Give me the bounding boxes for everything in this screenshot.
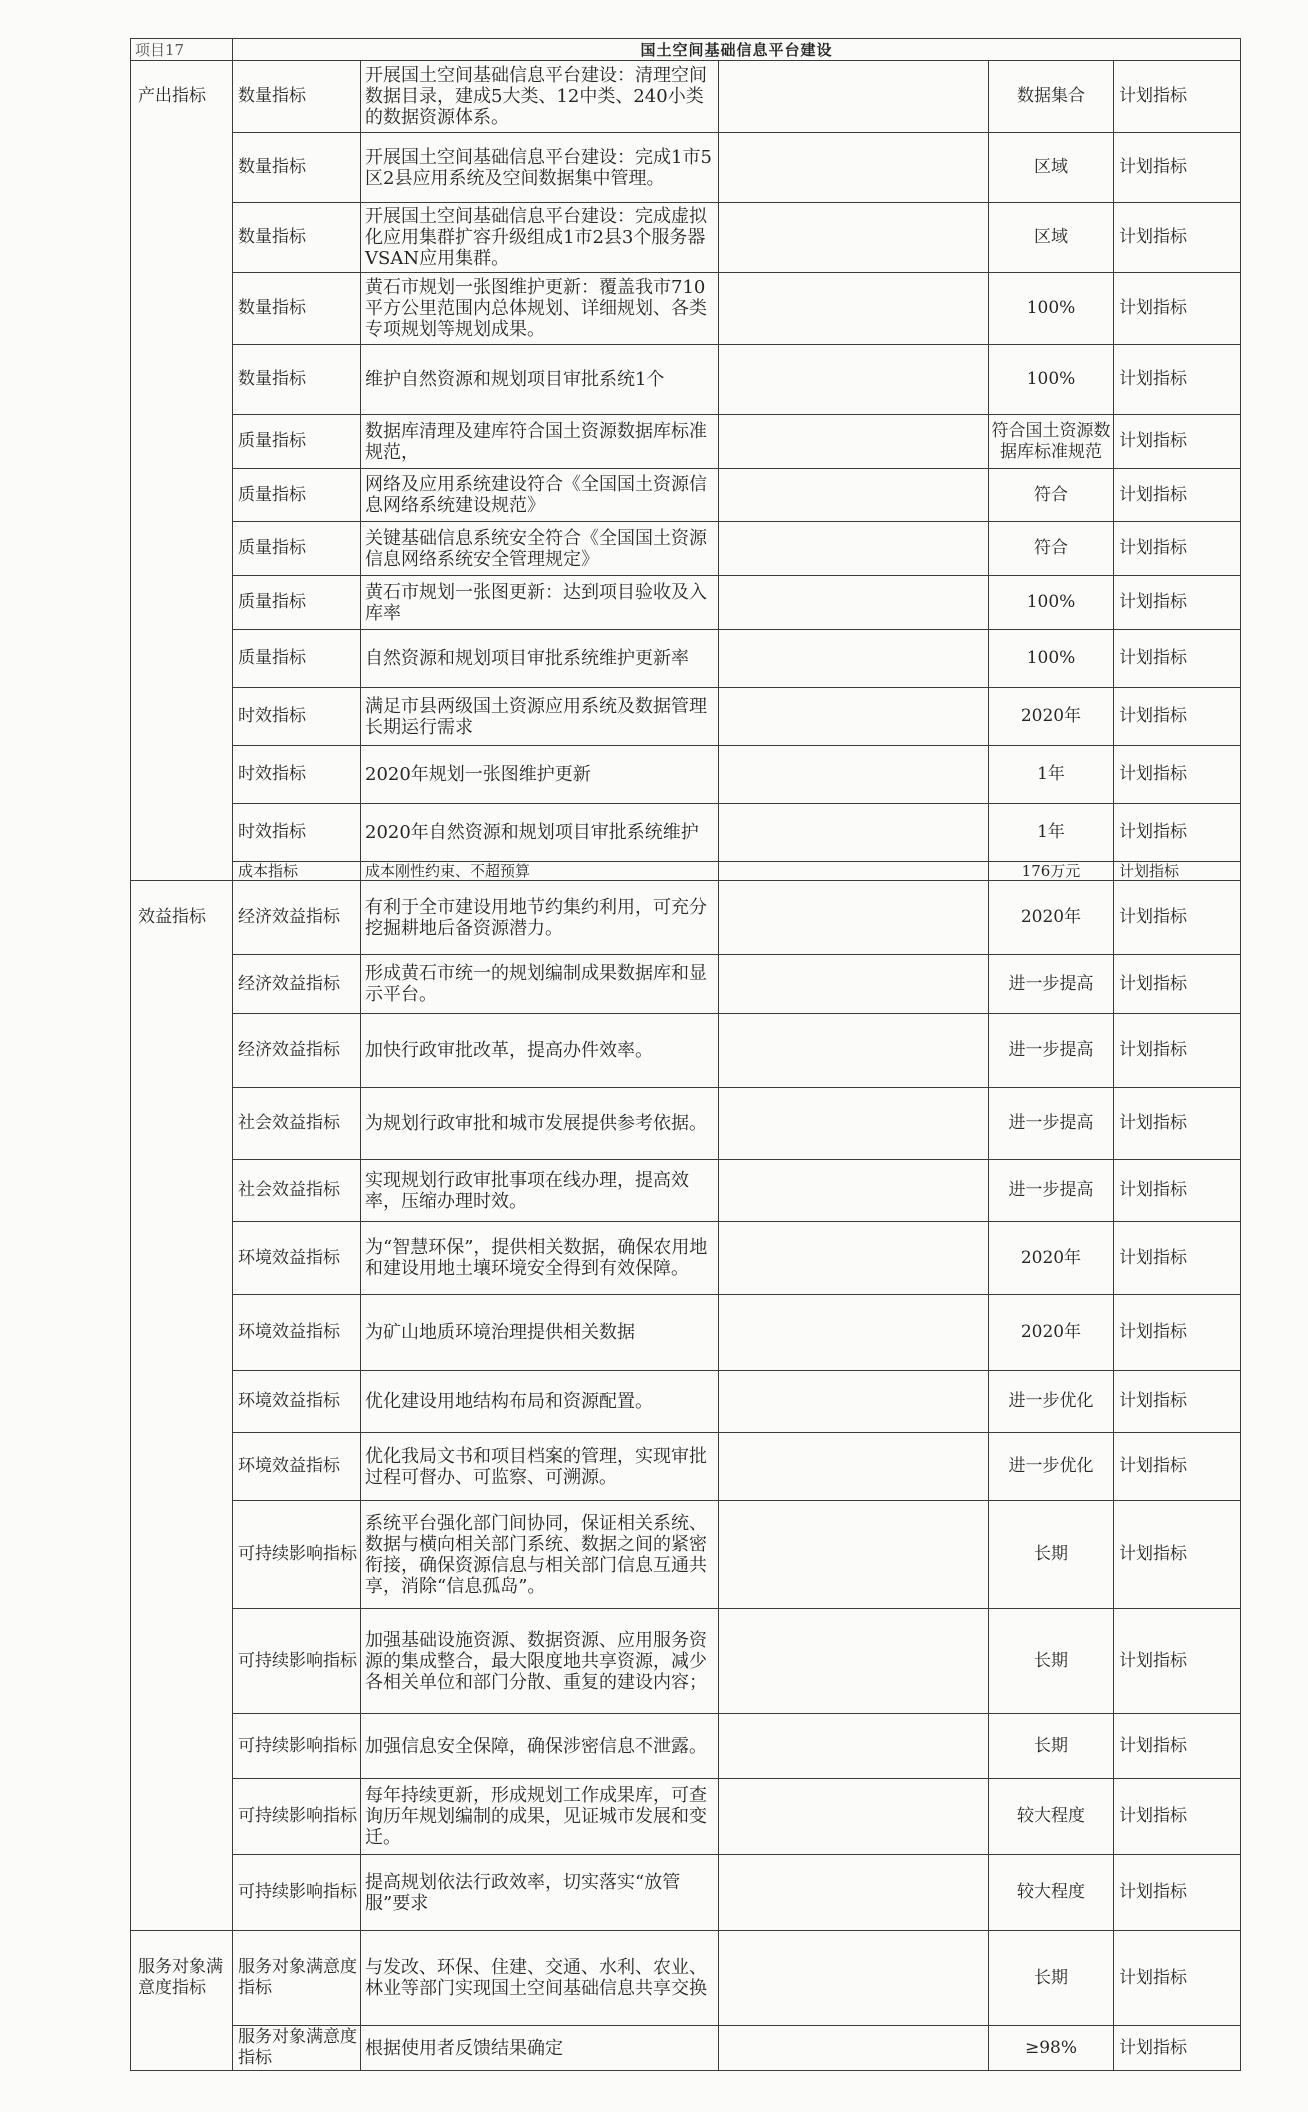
indicator-cell: 数量指标 (233, 133, 361, 203)
project-title: 国土空间基础信息平台建设 (233, 39, 1241, 61)
category-cell (131, 746, 233, 804)
indicator-cell: 经济效益指标 (233, 1014, 361, 1088)
table-row (131, 1295, 1241, 1371)
type-cell: 计划指标 (1114, 1160, 1241, 1222)
blank-cell (719, 469, 989, 522)
value-cell: 进一步提高 (989, 1160, 1114, 1222)
content-cell: 开展国土空间基础信息平台建设：完成虚拟化应用集群扩容升级组成1市2县3个服务器VSAN应用集群。 (361, 203, 719, 273)
content-cell: 每年持续更新，形成规划工作成果库，可查询历年规划编制的成果，见证城市发展和变迁。 (361, 1779, 719, 1855)
value-cell: 100% (989, 273, 1114, 345)
table-row (131, 2026, 1241, 2071)
indicator-cell: 可持续影响指标 (233, 1779, 361, 1855)
blank-cell (719, 630, 989, 688)
blank-cell (719, 273, 989, 345)
type-cell: 计划指标 (1114, 1501, 1241, 1609)
value-cell: 100% (989, 630, 1114, 688)
value-cell: 2020年 (989, 1222, 1114, 1295)
indicator-cell: 时效指标 (233, 804, 361, 862)
type-cell: 计划指标 (1114, 576, 1241, 630)
table-row (131, 881, 1241, 955)
table-row (131, 746, 1241, 804)
blank-cell (719, 1714, 989, 1779)
blank-cell (719, 746, 989, 804)
table-row (131, 688, 1241, 746)
blank-cell (719, 881, 989, 955)
category-cell (131, 688, 233, 746)
value-cell: ≥98% (989, 2026, 1114, 2071)
content-cell: 优化建设用地结构布局和资源配置。 (361, 1371, 719, 1433)
blank-cell (719, 1295, 989, 1371)
type-cell: 计划指标 (1114, 1609, 1241, 1714)
blank-cell (719, 1088, 989, 1160)
table-row (131, 133, 1241, 203)
value-cell: 长期 (989, 1501, 1114, 1609)
blank-cell (719, 1931, 989, 2026)
value-cell: 100% (989, 345, 1114, 415)
blank-cell (719, 1160, 989, 1222)
type-cell: 计划指标 (1114, 630, 1241, 688)
blank-cell (719, 804, 989, 862)
type-cell: 计划指标 (1114, 1222, 1241, 1295)
content-cell: 黄石市规划一张图更新：达到项目验收及入库率 (361, 576, 719, 630)
content-cell: 成本刚性约束、不超预算 (361, 862, 719, 881)
blank-cell (719, 862, 989, 881)
indicator-cell: 社会效益指标 (233, 1160, 361, 1222)
blank-cell (719, 1222, 989, 1295)
content-cell: 有利于全市建设用地节约集约利用，可充分挖掘耕地后备资源潜力。 (361, 881, 719, 955)
table-row (131, 1714, 1241, 1779)
table-row (131, 955, 1241, 1014)
category-cell (131, 1088, 233, 1160)
content-cell: 为矿山地质环境治理提供相关数据 (361, 1295, 719, 1371)
content-cell: 维护自然资源和规划项目审批系统1个 (361, 345, 719, 415)
value-cell: 进一步优化 (989, 1371, 1114, 1433)
value-cell: 2020年 (989, 1295, 1114, 1371)
indicator-cell: 服务对象满意度指标 (233, 1931, 361, 2026)
type-cell: 计划指标 (1114, 61, 1241, 133)
type-cell: 计划指标 (1114, 1714, 1241, 1779)
blank-cell (719, 133, 989, 203)
blank-cell (719, 688, 989, 746)
table-row (131, 469, 1241, 522)
type-cell: 计划指标 (1114, 1088, 1241, 1160)
content-cell: 优化我局文书和项目档案的管理，实现审批过程可督办、可监察、可溯源。 (361, 1433, 719, 1501)
indicator-cell: 数量指标 (233, 61, 361, 133)
category-cell (131, 1855, 233, 1931)
type-cell: 计划指标 (1114, 522, 1241, 576)
category-cell (131, 203, 233, 273)
blank-cell (719, 955, 989, 1014)
type-cell: 计划指标 (1114, 203, 1241, 273)
indicator-cell: 成本指标 (233, 862, 361, 881)
type-cell: 计划指标 (1114, 469, 1241, 522)
table-row (131, 1088, 1241, 1160)
type-cell: 计划指标 (1114, 2026, 1241, 2071)
value-cell: 2020年 (989, 881, 1114, 955)
indicator-cell: 环境效益指标 (233, 1371, 361, 1433)
table-row (131, 1014, 1241, 1088)
type-cell: 计划指标 (1114, 1931, 1241, 2026)
category-cell: 效益指标 (131, 881, 233, 955)
category-cell (131, 630, 233, 688)
blank-cell (719, 576, 989, 630)
table-row (131, 630, 1241, 688)
blank-cell (719, 203, 989, 273)
indicator-cell: 经济效益指标 (233, 955, 361, 1014)
value-cell: 数据集合 (989, 61, 1114, 133)
type-cell: 计划指标 (1114, 1371, 1241, 1433)
content-cell: 开展国土空间基础信息平台建设：完成1市5区2县应用系统及空间数据集中管理。 (361, 133, 719, 203)
content-cell: 与发改、环保、住建、交通、水利、农业、林业等部门实现国土空间基础信息共享交换 (361, 1931, 719, 2026)
content-cell: 加强基础设施资源、数据资源、应用服务资源的集成整合，最大限度地共享资源，减少各相关单位和部门分散、重复的建设内容； (361, 1609, 719, 1714)
indicator-cell: 可持续影响指标 (233, 1855, 361, 1931)
project-number: 项目17 (131, 39, 233, 61)
content-cell: 形成黄石市统一的规划编制成果数据库和显示平台。 (361, 955, 719, 1014)
table-row (131, 1855, 1241, 1931)
value-cell: 符合国土资源数据库标准规范 (989, 415, 1114, 469)
type-cell: 计划指标 (1114, 1295, 1241, 1371)
indicator-cell: 可持续影响指标 (233, 1714, 361, 1779)
content-cell: 数据库清理及建库符合国土资源数据库标准规范， (361, 415, 719, 469)
value-cell: 符合 (989, 522, 1114, 576)
category-cell (131, 522, 233, 576)
indicator-cell: 质量指标 (233, 469, 361, 522)
blank-cell (719, 2026, 989, 2071)
content-cell: 网络及应用系统建设符合《全国国土资源信息网络系统建设规范》 (361, 469, 719, 522)
value-cell: 进一步提高 (989, 955, 1114, 1014)
category-cell (131, 1609, 233, 1714)
table-row (131, 273, 1241, 345)
category-cell (131, 1714, 233, 1779)
category-cell (131, 2026, 233, 2071)
category-cell (131, 273, 233, 345)
value-cell: 长期 (989, 1714, 1114, 1779)
content-cell: 关键基础信息系统安全符合《全国国土资源信息网络系统安全管理规定》 (361, 522, 719, 576)
blank-cell (719, 522, 989, 576)
indicator-cell: 时效指标 (233, 688, 361, 746)
value-cell: 区域 (989, 203, 1114, 273)
blank-cell (719, 1501, 989, 1609)
indicator-cell: 数量指标 (233, 273, 361, 345)
content-cell: 加强信息安全保障，确保涉密信息不泄露。 (361, 1714, 719, 1779)
indicator-cell: 环境效益指标 (233, 1433, 361, 1501)
content-cell: 提高规划依法行政效率，切实落实“放管服”要求 (361, 1855, 719, 1931)
blank-cell (719, 415, 989, 469)
value-cell: 较大程度 (989, 1779, 1114, 1855)
indicator-cell: 时效指标 (233, 746, 361, 804)
blank-cell (719, 1433, 989, 1501)
table-row (131, 804, 1241, 862)
table-row (131, 576, 1241, 630)
table-row (131, 1779, 1241, 1855)
indicator-cell: 可持续影响指标 (233, 1501, 361, 1609)
blank-cell (719, 1371, 989, 1433)
content-cell: 为规划行政审批和城市发展提供参考依据。 (361, 1088, 719, 1160)
value-cell: 区域 (989, 133, 1114, 203)
table-row (131, 862, 1241, 881)
category-cell (131, 1779, 233, 1855)
type-cell: 计划指标 (1114, 881, 1241, 955)
category-cell (131, 1295, 233, 1371)
content-cell: 加快行政审批改革，提高办件效率。 (361, 1014, 719, 1088)
category-cell (131, 1014, 233, 1088)
content-cell: 实现规划行政审批事项在线办理，提高效率，压缩办理时效。 (361, 1160, 719, 1222)
content-cell: 开展国土空间基础信息平台建设：清理空间数据目录，建成5大类、12中类、240小类的数据资源体系。 (361, 61, 719, 133)
value-cell: 100% (989, 576, 1114, 630)
value-cell: 进一步提高 (989, 1014, 1114, 1088)
indicator-cell: 可持续影响指标 (233, 1609, 361, 1714)
indicator-cell: 质量指标 (233, 522, 361, 576)
type-cell: 计划指标 (1114, 415, 1241, 469)
blank-cell (719, 61, 989, 133)
category-cell (131, 133, 233, 203)
content-cell: 黄石市规划一张图维护更新：覆盖我市710平方公里范围内总体规划、详细规划、各类专项规划等规划成果。 (361, 273, 719, 345)
content-cell: 为“智慧环保”，提供相关数据，确保农用地和建设用地土壤环境安全得到有效保障。 (361, 1222, 719, 1295)
table-row (131, 1609, 1241, 1714)
value-cell: 较大程度 (989, 1855, 1114, 1931)
value-cell: 1年 (989, 804, 1114, 862)
value-cell: 长期 (989, 1931, 1114, 2026)
category-cell: 服务对象满意度指标 (131, 1931, 233, 2026)
category-cell (131, 1501, 233, 1609)
table-row (131, 415, 1241, 469)
indicator-cell: 社会效益指标 (233, 1088, 361, 1160)
type-cell: 计划指标 (1114, 688, 1241, 746)
table-row (131, 203, 1241, 273)
category-cell (131, 804, 233, 862)
blank-cell (719, 1779, 989, 1855)
indicator-table (130, 38, 1241, 2071)
indicator-cell: 环境效益指标 (233, 1222, 361, 1295)
header-row (131, 39, 1241, 61)
blank-cell (719, 345, 989, 415)
type-cell: 计划指标 (1114, 1855, 1241, 1931)
type-cell: 计划指标 (1114, 804, 1241, 862)
value-cell: 符合 (989, 469, 1114, 522)
category-cell (131, 576, 233, 630)
content-cell: 2020年自然资源和规划项目审批系统维护 (361, 804, 719, 862)
type-cell: 计划指标 (1114, 955, 1241, 1014)
table-row (131, 1433, 1241, 1501)
type-cell: 计划指标 (1114, 746, 1241, 804)
table-row (131, 522, 1241, 576)
value-cell: 176万元 (989, 862, 1114, 881)
category-cell: 产出指标 (131, 61, 233, 133)
category-cell (131, 415, 233, 469)
blank-cell (719, 1014, 989, 1088)
indicator-cell: 质量指标 (233, 576, 361, 630)
category-cell (131, 1222, 233, 1295)
category-cell (131, 862, 233, 881)
type-cell: 计划指标 (1114, 1779, 1241, 1855)
indicator-cell: 经济效益指标 (233, 881, 361, 955)
category-cell (131, 1433, 233, 1501)
value-cell: 1年 (989, 746, 1114, 804)
type-cell: 计划指标 (1114, 133, 1241, 203)
value-cell: 2020年 (989, 688, 1114, 746)
content-cell: 自然资源和规划项目审批系统维护更新率 (361, 630, 719, 688)
type-cell: 计划指标 (1114, 345, 1241, 415)
table-row (131, 1222, 1241, 1295)
content-cell: 系统平台强化部门间协同，保证相关系统、数据与横向相关部门系统、数据之间的紧密衔接，确保资源信息与相关部门信息互通共享，消除“信息孤岛”。 (361, 1501, 719, 1609)
value-cell: 长期 (989, 1609, 1114, 1714)
category-cell (131, 1160, 233, 1222)
category-cell (131, 955, 233, 1014)
table-row (131, 1371, 1241, 1433)
value-cell: 进一步优化 (989, 1433, 1114, 1501)
category-cell (131, 1371, 233, 1433)
type-cell: 计划指标 (1114, 1014, 1241, 1088)
indicator-cell: 服务对象满意度指标 (233, 2026, 361, 2071)
content-cell: 根据使用者反馈结果确定 (361, 2026, 719, 2071)
table-row (131, 1160, 1241, 1222)
indicator-cell: 环境效益指标 (233, 1295, 361, 1371)
category-cell (131, 345, 233, 415)
blank-cell (719, 1855, 989, 1931)
table-row (131, 1501, 1241, 1609)
indicator-cell: 质量指标 (233, 415, 361, 469)
category-cell (131, 469, 233, 522)
table-row (131, 345, 1241, 415)
indicator-cell: 数量指标 (233, 345, 361, 415)
type-cell: 计划指标 (1114, 273, 1241, 345)
indicator-cell: 质量指标 (233, 630, 361, 688)
indicator-cell: 数量指标 (233, 203, 361, 273)
table-row (131, 1931, 1241, 2026)
table-row (131, 61, 1241, 133)
blank-cell (719, 1609, 989, 1714)
content-cell: 2020年规划一张图维护更新 (361, 746, 719, 804)
value-cell: 进一步提高 (989, 1088, 1114, 1160)
type-cell: 计划指标 (1114, 1433, 1241, 1501)
type-cell: 计划指标 (1114, 862, 1241, 881)
content-cell: 满足市县两级国土资源应用系统及数据管理长期运行需求 (361, 688, 719, 746)
